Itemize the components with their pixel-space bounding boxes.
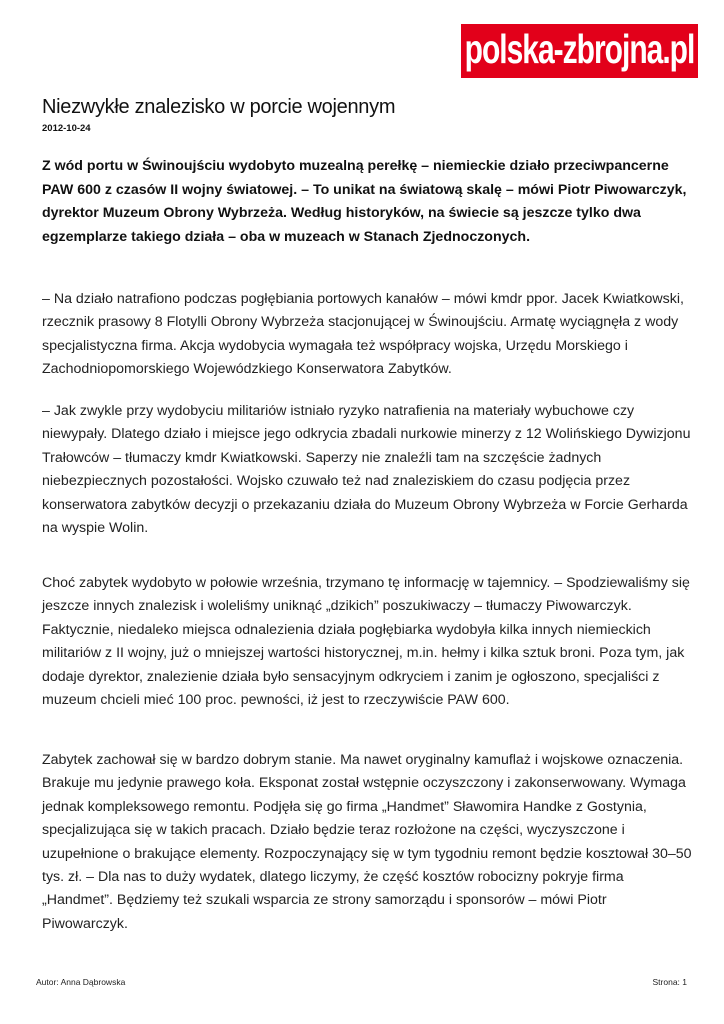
footer-page-number: Strona: 1 [652, 977, 687, 987]
article-paragraph: – Jak zwykle przy wydobyciu militariów istniało ryzyko natrafienia na materiały wybuchowe czy niewypały. Dlatego działo i miejsce jego odkrycia zbadali nurkowie minerzy z 12 Wolińskiego Dywizjonu Trałowców – tłumaczy kmdr Kwiatkowski. Saperzy nie znaleźli tam na szczęście żadnych niebezpiecznych pozostałości. Wojsko czuwało też nad znaleziskiem do czasu podjęcia przez konserwatora zabytków decyzji o przekazaniu działa do Muzeum Obrony Wybrzeża w Forcie Gerharda na wyspie Wolin. [42, 403, 691, 537]
article-paragraph: – Na działo natrafiono podczas pogłębiania portowych kanałów – mówi kmdr ppor. Jacek Kwiatkowski, rzecznik prasowy 8 Flotylli Obrony Wybrzeża stacjonującej w Świnoujściu. Armatę wyciągnęła z wody specjalistyczna firma. Akcja wydobycia wymagała też współpracy wojska, Urzędu Morskiego i Zachodniopomorskiego Wojewódzkiego Konserwatora Zabytków. [42, 291, 684, 378]
article-title: Niezwykłe znalezisko w porcie wojennym [42, 96, 396, 118]
site-logo [461, 24, 698, 78]
footer-author: Autor: Anna Dąbrowska [36, 977, 126, 987]
article-paragraph: Zabytek zachował się w bardzo dobrym stanie. Ma nawet oryginalny kamuflaż i wojskowe oznaczenia. Brakuje mu jedynie prawego koła. Eksponat został wstępnie oczyszczony i zakonserwowany. Wymaga jednak kompleksowego remontu. Podjęła się go firma „Handmet” Sławomira Handke z Gostynia, specjalizująca się w takich pracach. Działo będzie teraz rozłożone na części, wyczyszczone i uzupełnione o brakujące elementy. Rozpoczynający się w tym tygodniu remont będzie kosztował 30–50 tys. zł. – Dla nas to duży wydatek, dlatego liczymy, że część kosztów robocizny pokryje firma „Handmet”. Będziemy też szukali wsparcia ze strony samorządu i sponsorów – mówi Piotr Piwowarczyk. [42, 752, 692, 932]
article-date: 2012-10-24 [42, 123, 91, 134]
site-logo-text: polska-zbrojna.pl [464, 28, 695, 73]
article-lead: Z wód portu w Świnoujściu wydobyto muzealną perełkę – niemieckie działo przeciwpancerne PAW 600 z czasów II wojny światowej. – To unikat na światową skalę – mówi Piotr Piwowarczyk, dyrektor Muzeum Obrony Wybrzeża. Według historyków, na świecie są jeszcze tylko dwa egzemplarze takiego działa – oba w muzeach w Stanach Zjednoczonych. [42, 158, 687, 245]
article-paragraph: Choć zabytek wydobyto w połowie września, trzymano tę informację w tajemnicy. – Spodziewaliśmy się jeszcze innych znalezisk i woleliśmy uniknąć „dzikich” poszukiwaczy – tłumaczy Piwowarczyk. Faktycznie, niedaleko miejsca odnalezienia działa pogłębiarka wydobyła kilka innych niemieckich militariów z II wojny, już o mniejszej wartości historycznej, m.in. hełmy i kilka sztuk broni. Poza tym, jak dodaje dyrektor, znalezienie działa było sensacyjnym odkryciem i zanim je ogłoszono, specjaliści z muzeum chcieli mieć 100 proc. pewności, iż jest to rzeczywiście PAW 600. [42, 575, 690, 709]
